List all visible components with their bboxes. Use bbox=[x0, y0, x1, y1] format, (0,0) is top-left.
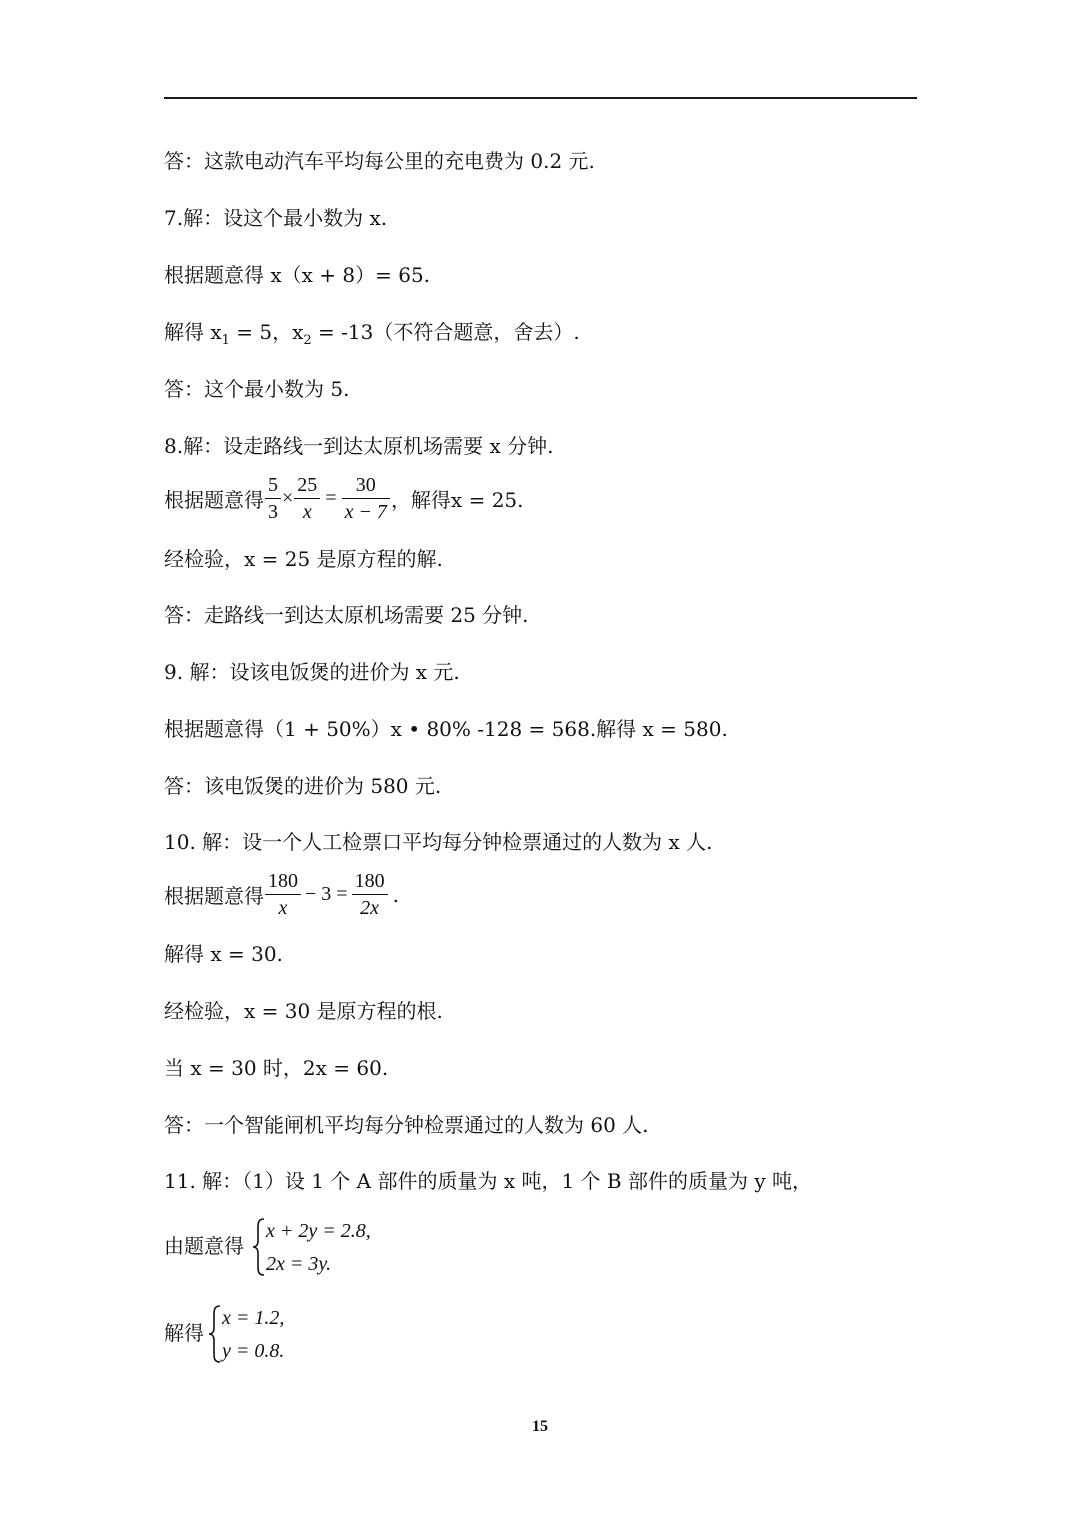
times-sign: × bbox=[282, 487, 294, 509]
q7-solution bbox=[164, 319, 580, 354]
q10-answer: 答：一个智能闸机平均每分钟检票通过的人数为 60 人. bbox=[164, 1113, 649, 1137]
fraction-denominator: x bbox=[302, 501, 312, 523]
q10-equation-prefix: 根据题意得 bbox=[164, 884, 264, 908]
fraction-numerator: 30 bbox=[342, 472, 390, 499]
q10-equation-suffix: . bbox=[392, 882, 399, 907]
q9-equation: 根据题意得（1 + 50%）x • 80% -128 = 568.解得 x = 580. bbox=[164, 717, 728, 741]
q10-check: 经检验，x = 30 是原方程的根. bbox=[164, 999, 443, 1023]
q10-setup: 10. 解：设一个人工检票口平均每分钟检票通过的人数为 x 人. bbox=[164, 830, 713, 854]
fraction-numerator: 180 bbox=[352, 868, 388, 895]
q9-answer: 答：该电饭煲的进价为 580 元. bbox=[164, 774, 442, 798]
header-rule bbox=[164, 97, 917, 99]
fraction-denominator: 3 bbox=[268, 501, 278, 523]
page-number: 15 bbox=[532, 1418, 548, 1435]
fraction-5-3 bbox=[265, 472, 281, 525]
q8-equation bbox=[164, 472, 524, 525]
fraction-denominator: x − 7 bbox=[344, 501, 387, 523]
system2-row1: x = 1.2, bbox=[222, 1307, 285, 1329]
fraction-denominator: 2x bbox=[360, 897, 379, 919]
system1-row2: 2x = 3y. bbox=[266, 1253, 332, 1275]
fraction-180-x bbox=[265, 868, 301, 921]
q11-solution-prefix: 解得 bbox=[164, 1321, 204, 1345]
q7-equation: 根据题意得 x（x + 8）= 65. bbox=[164, 263, 431, 287]
fraction-25-x bbox=[294, 472, 320, 525]
fraction-30-x-minus-7 bbox=[342, 472, 390, 525]
q7-solution-text-e: = -13（不符合题意，舍去）. bbox=[311, 320, 580, 344]
fraction-denominator: x bbox=[278, 897, 288, 919]
left-brace-icon bbox=[252, 1217, 266, 1277]
q8-equation-suffix: ，解得x = 25. bbox=[390, 488, 524, 512]
fraction-numerator: 180 bbox=[265, 868, 301, 895]
system2-row2: y = 0.8. bbox=[222, 1340, 285, 1362]
q7-answer: 答：这个最小数为 5. bbox=[164, 377, 350, 401]
q10-compute: 当 x = 30 时，2x = 60. bbox=[164, 1056, 389, 1080]
q7-solution-text-a: 解得 x bbox=[164, 320, 222, 344]
q9-setup: 9. 解：设该电饭煲的进价为 x 元. bbox=[164, 660, 460, 684]
q7-solution-text-c: = 5，x bbox=[229, 320, 304, 344]
minus-three-equals: − 3 = bbox=[305, 883, 348, 905]
q7-setup: 7.解：设这个最小数为 x. bbox=[164, 206, 388, 230]
q11-setup: 11. 解：（1）设 1 个 A 部件的质量为 x 吨，1 个 B 部件的质量为 y 吨， bbox=[164, 1169, 812, 1193]
fraction-numerator: 25 bbox=[294, 472, 320, 499]
q8-check: 经检验，x = 25 是原方程的解. bbox=[164, 547, 443, 571]
equals-sign: = bbox=[325, 487, 337, 509]
q8-equation-prefix: 根据题意得 bbox=[164, 488, 264, 512]
subscript-2: 2 bbox=[303, 333, 312, 348]
subscript-1: 1 bbox=[221, 333, 230, 348]
system1-row1: x + 2y = 2.8, bbox=[266, 1220, 371, 1242]
q11-system-prefix: 由题意得 bbox=[164, 1234, 244, 1258]
q8-setup: 8.解：设走路线一到达太原机场需要 x 分钟. bbox=[164, 434, 554, 458]
answer-charging-fee: 答：这款电动汽车平均每公里的充电费为 0.2 元. bbox=[164, 149, 595, 173]
left-brace-icon bbox=[208, 1304, 222, 1364]
q8-answer: 答：走路线一到达太原机场需要 25 分钟. bbox=[164, 603, 529, 627]
fraction-180-2x bbox=[352, 868, 388, 921]
fraction-numerator: 5 bbox=[265, 472, 281, 499]
q10-equation bbox=[164, 868, 399, 921]
q10-solution: 解得 x = 30. bbox=[164, 942, 283, 966]
